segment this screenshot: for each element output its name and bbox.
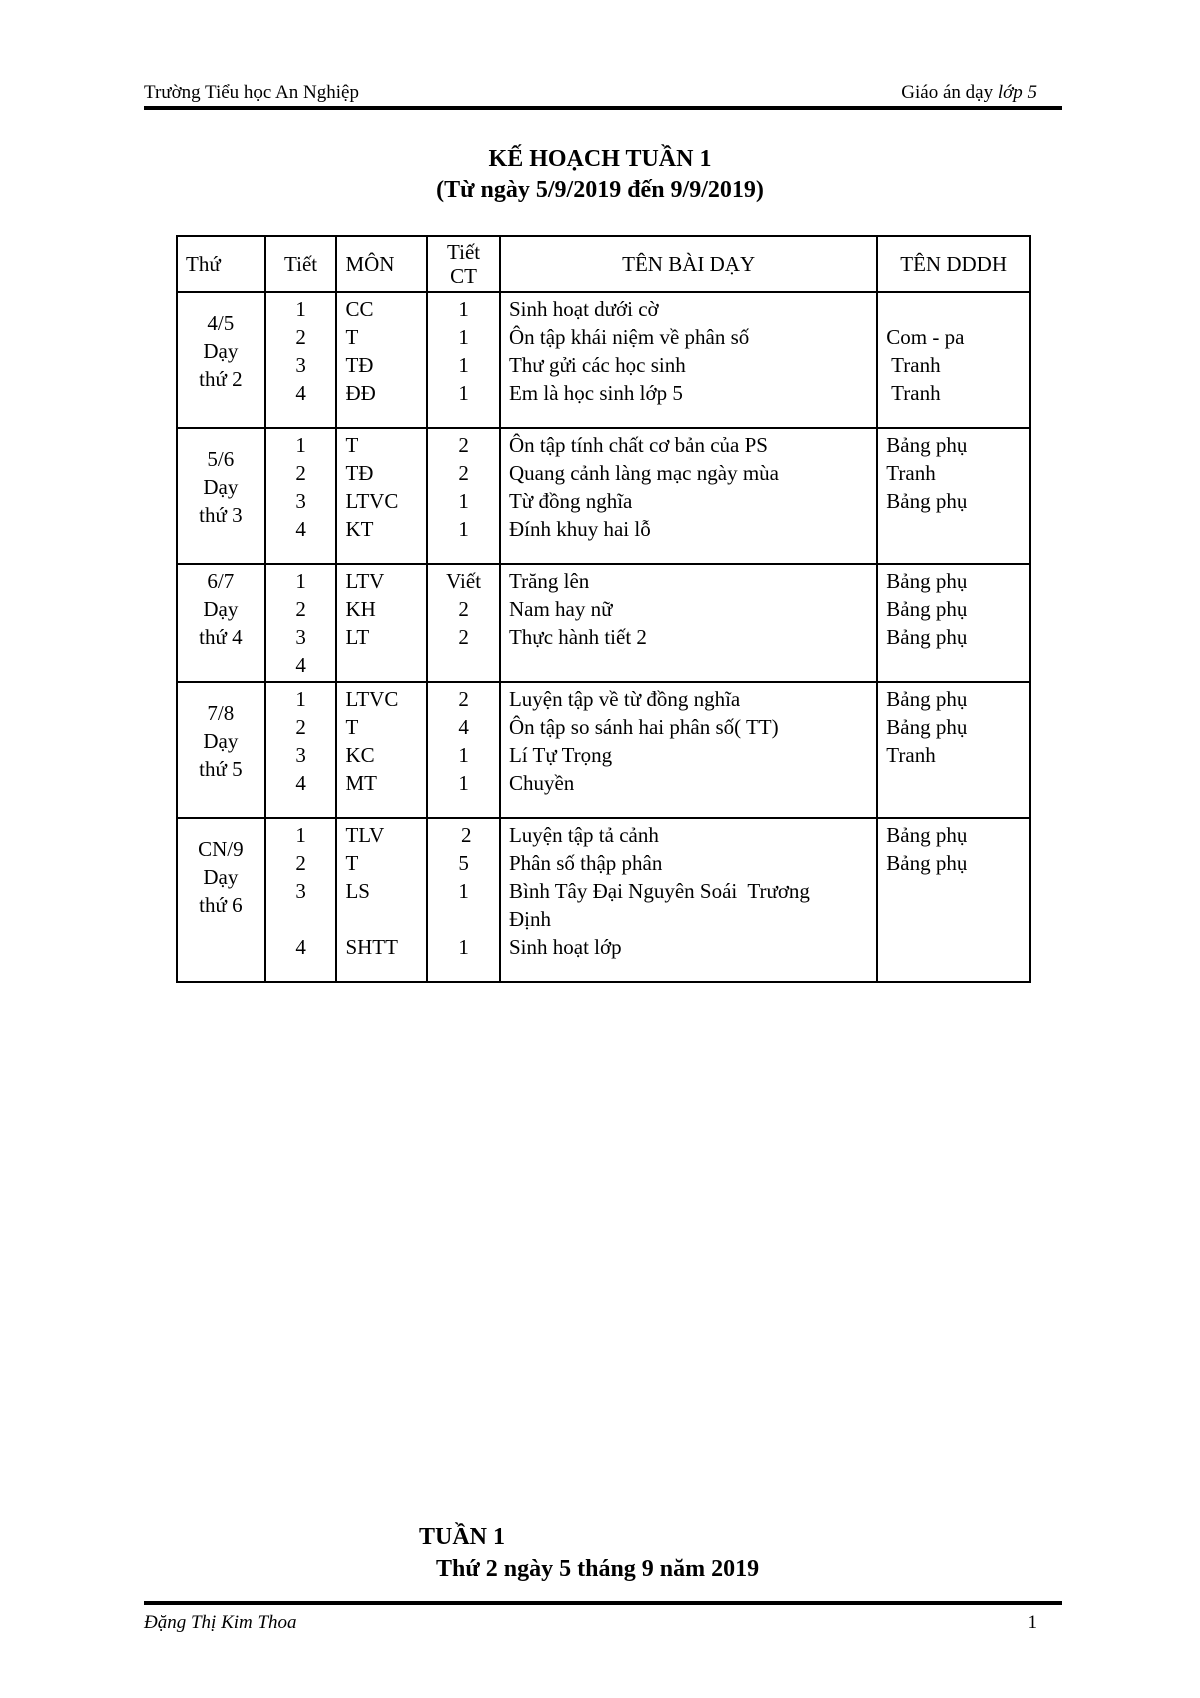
- tiet-line: 2: [295, 597, 306, 621]
- tiet-ct-line: Viết: [446, 569, 482, 593]
- page-number: 1: [1027, 1612, 1037, 1633]
- day-line: Dạy: [203, 597, 239, 621]
- tiet-ct-line: 4: [458, 715, 469, 739]
- day-cell: [177, 428, 265, 564]
- dddh-line: Bảng phụ: [886, 433, 968, 457]
- mon-cell: [336, 292, 427, 428]
- tiet-line: 1: [295, 687, 306, 711]
- mon-line: CC: [345, 297, 374, 321]
- date-line: Thứ 2 ngày 5 tháng 9 năm 2019: [436, 1556, 760, 1582]
- day-line: 5/6: [207, 447, 235, 471]
- bai-day-line: Bình Tây Đại Nguyên Soái Trương: [508, 879, 810, 903]
- tiet-line: 4: [295, 517, 306, 541]
- bai-day-line: Luyện tập về từ đồng nghĩa: [508, 687, 741, 711]
- mon-line: KT: [345, 517, 374, 541]
- bai-day-line: Luyện tập tả cảnh: [508, 823, 659, 847]
- bai-day-cell: [500, 682, 877, 818]
- dddh-line: Bảng phụ: [886, 569, 968, 593]
- bai-day-line: Ôn tập so sánh hai phân số( TT): [508, 715, 779, 739]
- day-line: thứ 4: [199, 625, 243, 649]
- tiet-line: 3: [295, 489, 306, 513]
- tiet-ct-line: 1: [458, 489, 469, 513]
- mon-line: [345, 651, 418, 679]
- bai-day-line: Thư gửi các học sinh: [508, 353, 686, 377]
- dddh-cell: [877, 428, 1030, 564]
- col-tiet-ct-line1: Tiết: [447, 240, 481, 264]
- day-line: CN/9: [198, 837, 244, 861]
- day-line: 7/8: [207, 701, 235, 725]
- col-tiet-ct-line2: CT: [450, 264, 478, 288]
- day-cell: [177, 564, 265, 682]
- col-mon-header: MÔN: [336, 236, 427, 292]
- dddh-line: Bảng phụ: [886, 687, 968, 711]
- tiet-ct-line: 1: [458, 325, 469, 349]
- col-thu-header: Thứ: [177, 236, 265, 292]
- tiet-ct-line: 1: [458, 935, 469, 959]
- tiet-cell: [265, 682, 337, 818]
- page-title: KẾ HOẠCH TUẦN 1: [488, 146, 712, 172]
- tiet-cell: [265, 818, 337, 982]
- mon-line: [345, 905, 418, 933]
- table-row: [177, 292, 1030, 428]
- day-line: Dạy: [203, 475, 239, 499]
- dddh-line: Bảng phụ: [886, 597, 968, 621]
- mon-line: T: [345, 433, 359, 457]
- tiet-ct-line: 2: [458, 625, 469, 649]
- day-line: 6/7: [207, 569, 235, 593]
- dddh-cell: [877, 818, 1030, 982]
- mon-line: TĐ: [345, 353, 374, 377]
- tiet-line: 2: [295, 461, 306, 485]
- bai-day-cell: [500, 564, 877, 682]
- tiet-line: 2: [295, 325, 306, 349]
- tiet-line: 4: [295, 381, 306, 405]
- tiet-line: [274, 905, 328, 933]
- dddh-line: Bảng phụ: [886, 851, 968, 875]
- mon-line: SHTT: [345, 935, 398, 959]
- table-row: [177, 564, 1030, 682]
- schedule-table: [176, 235, 1031, 983]
- dddh-line: [886, 651, 1021, 679]
- mon-line: TĐ: [345, 461, 374, 485]
- dddh-line: Tranh: [886, 381, 941, 405]
- tiet-ct-cell: [427, 428, 500, 564]
- mon-cell: [336, 682, 427, 818]
- footer-rule: [144, 1601, 1062, 1605]
- tiet-line: 2: [295, 851, 306, 875]
- col-tiet-ct-header: [427, 236, 500, 292]
- dddh-line: Bảng phụ: [886, 715, 968, 739]
- tiet-line: 4: [295, 653, 306, 677]
- tiet-line: 4: [295, 935, 306, 959]
- tiet-line: 1: [295, 823, 306, 847]
- day-line: Dạy: [203, 729, 239, 753]
- table-row: [177, 428, 1030, 564]
- bai-day-line: Chuyền: [508, 771, 575, 795]
- mon-cell: [336, 428, 427, 564]
- tiet-line: 3: [295, 743, 306, 767]
- tiet-line: 3: [295, 353, 306, 377]
- mon-line: LS: [345, 879, 370, 903]
- tiet-line: 3: [295, 625, 306, 649]
- day-line: Dạy: [203, 865, 239, 889]
- day-line: thứ 2: [199, 367, 243, 391]
- bai-day-line: Phân số thập phân: [508, 851, 663, 875]
- mon-cell: [336, 818, 427, 982]
- dddh-line: Bảng phụ: [886, 625, 968, 649]
- tiet-ct-line: 2: [458, 433, 469, 457]
- mon-line: TLV: [345, 823, 385, 847]
- tiet-cell: [265, 292, 337, 428]
- mon-line: LTVC: [345, 489, 399, 513]
- header-school: Trường Tiểu học An Nghiệp: [144, 82, 359, 103]
- tiet-ct-cell: [427, 564, 500, 682]
- tiet-cell: [265, 428, 337, 564]
- mon-cell: [336, 564, 427, 682]
- col-tiet-header: Tiết: [265, 236, 337, 292]
- bai-day-line: Sinh hoạt dưới cờ: [508, 297, 659, 321]
- header-rule: [144, 106, 1062, 110]
- mon-line: T: [345, 851, 359, 875]
- dddh-line: Com - pa: [886, 325, 965, 349]
- tiet-ct-cell: [427, 818, 500, 982]
- dddh-cell: [877, 292, 1030, 428]
- tiet-ct-line: 1: [458, 771, 469, 795]
- bai-day-line: Quang cảnh làng mạc ngày mùa: [508, 461, 779, 485]
- tiet-ct-line: 1: [458, 297, 469, 321]
- tiet-line: 1: [295, 569, 306, 593]
- table-row: [177, 818, 1030, 982]
- header-course-italic: lớp 5: [997, 82, 1037, 103]
- tiet-ct-line: 2: [455, 823, 472, 847]
- tiet-line: 1: [295, 433, 306, 457]
- dddh-line: [886, 905, 1021, 933]
- tiet-ct-line: [436, 905, 491, 933]
- tiet-ct-line: 1: [458, 381, 469, 405]
- tiet-ct-line: 5: [458, 851, 469, 875]
- bai-day-line: Thực hành tiết 2: [508, 625, 647, 649]
- tiet-ct-cell: [427, 292, 500, 428]
- day-cell: [177, 292, 265, 428]
- bai-day-cell: [500, 818, 877, 982]
- table-header-row: [177, 236, 1030, 292]
- bai-day-line: Sinh hoạt lớp: [508, 935, 622, 959]
- mon-line: ĐĐ: [345, 381, 376, 405]
- dddh-line: Bảng phụ: [886, 489, 968, 513]
- mon-line: LTV: [345, 569, 385, 593]
- dddh-line: [886, 295, 1021, 323]
- dddh-cell: [877, 682, 1030, 818]
- bai-day-line: Nam hay nữ: [508, 597, 613, 621]
- bai-day-line: Lí Tự Trọng: [508, 743, 613, 767]
- dddh-line: Tranh: [886, 353, 941, 377]
- dddh-line: Bảng phụ: [886, 823, 968, 847]
- dddh-line: Tranh: [886, 461, 936, 485]
- bai-day-line: Trăng lên: [508, 569, 590, 593]
- dddh-cell: [877, 564, 1030, 682]
- mon-line: MT: [345, 771, 377, 795]
- tiet-line: 2: [295, 715, 306, 739]
- tiet-line: 1: [295, 297, 306, 321]
- tiet-ct-line: 1: [458, 517, 469, 541]
- day-line: thứ 6: [199, 893, 243, 917]
- bai-day-line: Từ đồng nghĩa: [508, 489, 633, 513]
- bai-day-line: Ôn tập khái niệm về phân số: [508, 325, 750, 349]
- tiet-ct-line: 2: [458, 461, 469, 485]
- dddh-line: Tranh: [886, 743, 936, 767]
- mon-line: T: [345, 325, 359, 349]
- table-row: [177, 682, 1030, 818]
- col-bai-header: TÊN BÀI DẠY: [500, 236, 877, 292]
- header-course: [901, 82, 1037, 104]
- col-dddh-header: TÊN DDDH: [877, 236, 1030, 292]
- day-line: 4/5: [207, 311, 235, 335]
- mon-line: LT: [345, 625, 370, 649]
- day-cell: [177, 818, 265, 982]
- day-line: thứ 3: [199, 503, 243, 527]
- tiet-ct-line: 1: [458, 879, 469, 903]
- tiet-ct-line: 1: [458, 743, 469, 767]
- mon-line: LTVC: [345, 687, 399, 711]
- tiet-ct-line: [436, 651, 491, 679]
- mon-line: KH: [345, 597, 376, 621]
- day-line: Dạy: [203, 339, 239, 363]
- bai-day-cell: [500, 292, 877, 428]
- header-course-plain: Giáo án dạy: [901, 82, 998, 103]
- tiet-ct-line: 2: [458, 597, 469, 621]
- tiet-cell: [265, 564, 337, 682]
- day-line: thứ 5: [199, 757, 243, 781]
- bai-day-cell: [500, 428, 877, 564]
- week-title: TUẦN 1: [419, 1524, 506, 1550]
- mon-line: KC: [345, 743, 375, 767]
- bai-day-line: Đính khuy hai lỗ: [508, 517, 651, 541]
- tiet-ct-cell: [427, 682, 500, 818]
- bai-day-line: Em là học sinh lớp 5: [508, 381, 683, 405]
- tiet-ct-line: 1: [458, 353, 469, 377]
- dddh-line: [886, 933, 1021, 961]
- dddh-line: [886, 769, 1021, 797]
- dddh-line: [886, 877, 1021, 905]
- mon-line: T: [345, 715, 359, 739]
- footer-author: Đặng Thị Kim Thoa: [144, 1612, 297, 1633]
- page-subtitle: (Từ ngày 5/9/2019 đến 9/9/2019): [436, 177, 764, 203]
- tiet-ct-line: 2: [458, 687, 469, 711]
- bai-day-line: Định: [508, 907, 551, 931]
- dddh-line: [886, 515, 1021, 543]
- bai-day-line: [509, 651, 868, 679]
- tiet-line: 3: [295, 879, 306, 903]
- day-cell: [177, 682, 265, 818]
- tiet-line: 4: [295, 771, 306, 795]
- bai-day-line: Ôn tập tính chất cơ bản của PS: [508, 433, 768, 457]
